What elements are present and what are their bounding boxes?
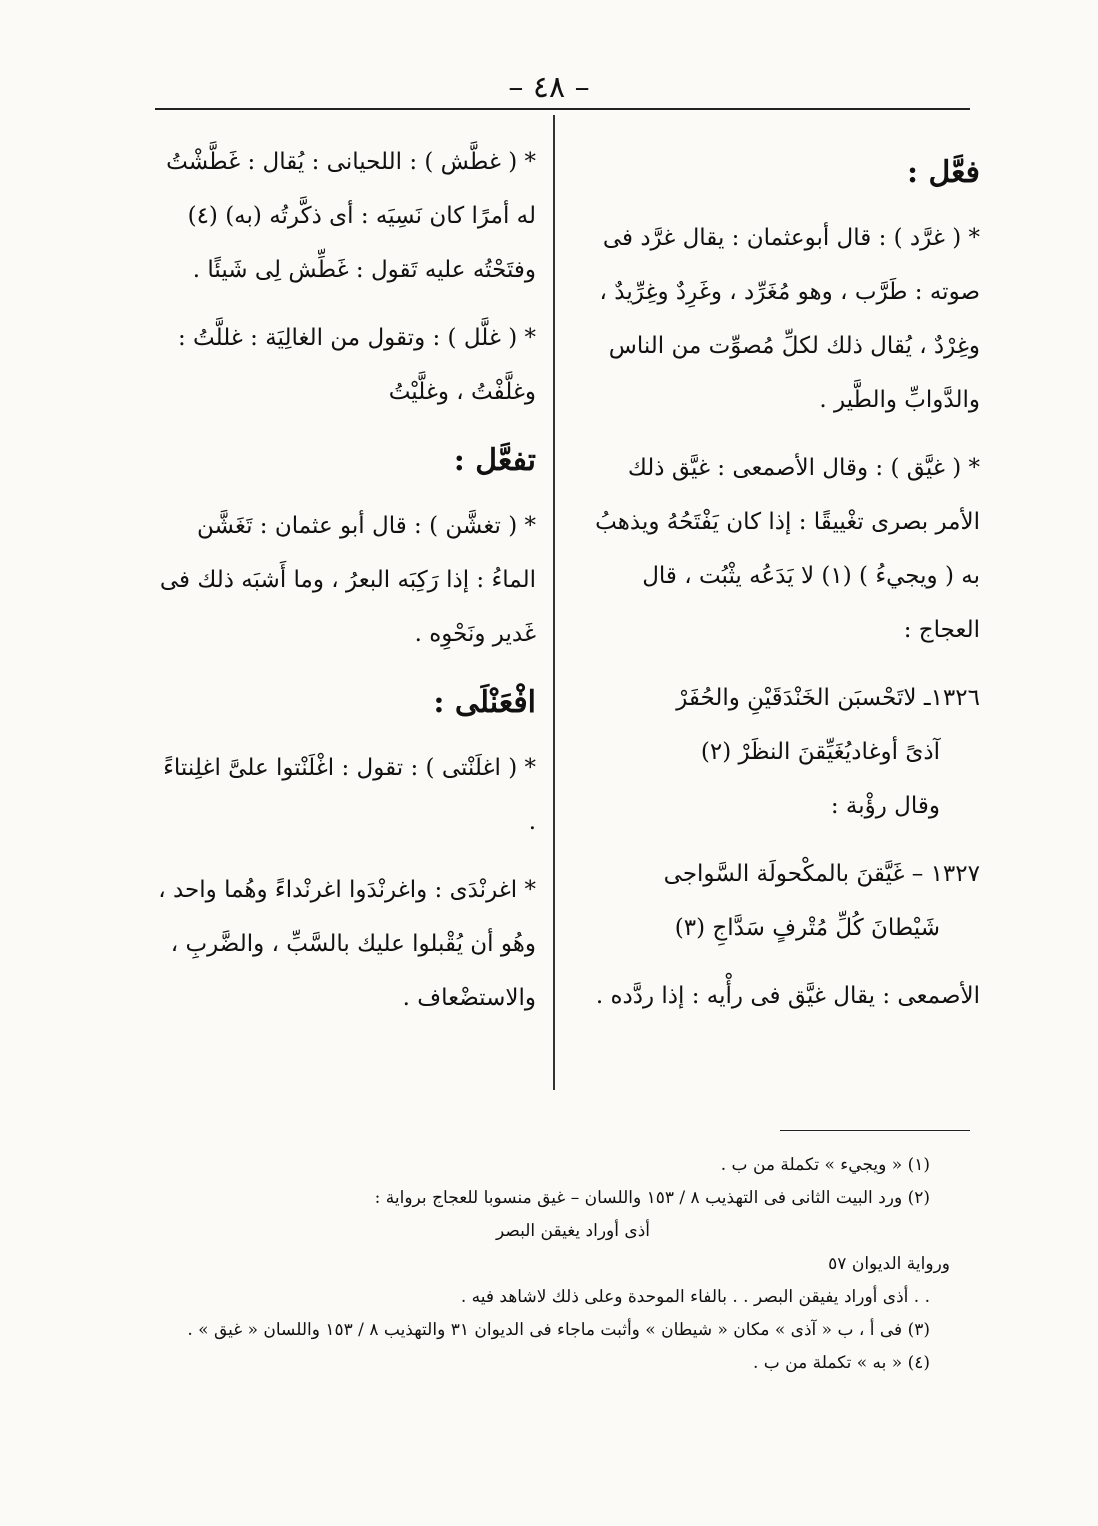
entry-ighlanta: * ( اغلَنْتى ) : تقول : اغْلَنْتوا علىَّ اغلِنتاءً . (163, 755, 536, 835)
ruba-intro: وقال رؤْبة : (830, 793, 940, 819)
right-column (580, 135, 980, 1037)
verse-1326-first-hemistich: ١٣٢٦ـ لاتَحْسبَن الخَنْدَقَيْنِ والحُفَرْ (676, 685, 980, 711)
section-heading-faaal: فعَّل : (906, 155, 980, 190)
verse-1326-second-hemistich: آذىً أوغاديُغَيِّقنَ النظَرْ (٢) (700, 739, 940, 765)
entry-ghayyaq: * ( غيَّق ) : وقال الأصمعى : غيَّق ذلك الأمر بصرى تغْييقًا : إذا كان يَفْتَحُهُ ويذهبُ به ( ويجيءُ ) (١) لا يَدَعُه يثْبُت ، قال العجاج : (595, 455, 980, 643)
footnote-3: (٣) فى أ ، ب « آذى » مكان « شيطان » وأثبت ماجاء فى الديوان ٣١ والتهذيب ٨ / ١٥٣ واللسان « غيق » . (187, 1320, 930, 1340)
entry-ighranda: * اغرنْدَى : واغرنْدَوا اغرنْداءً وهُما واحد ، وهُو أن يُقْبلوا عليك بالسَّبِّ ، والضَّربِ ، والاستضْعاف . (158, 877, 536, 1011)
page-number: – ٤٨ – (508, 70, 590, 105)
header-rule (155, 108, 970, 110)
verse-1326 (580, 671, 980, 779)
column-divider (553, 115, 555, 1090)
footnote-2: (٢) ورد البيت الثانى فى التهذيب ٨ / ١٥٣ واللسان – غيق منسوبا للعجاج برواية : (374, 1188, 930, 1208)
section-heading-tafaal: تفعَّل : (453, 443, 536, 478)
entry-ghattash: * ( غطَّش ) : اللحيانى : يُقال : غَطَّشْتُ له أمرًا كان نَسِيَه : أى ذكَّرتُه (به) (٤) وفتَحْتُه عليه تَقول : غَطِّش لِى شَيئًا . (166, 149, 536, 283)
entry-taghashshan: * ( تغشَّن ) : قال أبو عثمان : تَغَشَّن الماءُ : إذا رَكِبَه البعرُ ، وما أَشبَه ذلك فى غَدير ونَحْوِه . (159, 513, 536, 647)
footnote-2-diwan-text: . . أذى أوراد يفيقن البصر . . بالفاء الموحدة وعلى ذلك لاشاهد فيه . (460, 1287, 930, 1307)
verse-1327 (580, 847, 980, 955)
entry-gharrad: * ( غرَّد ) : قال أبوعثمان : يقال غرَّد فى صوته : طَرَّب ، وهو مُغَرِّد ، وغَرِدٌ وغِرِّيدٌ ، وغِرْدٌ ، يُقال ذلك لكلِّ مُصوِّت من الناس والدَّوابِّ والطَّير . (599, 225, 980, 413)
entry-asmai-closing: الأصمعى : يقال غيَّق فى رأْيه : إذا ردَّده . (595, 983, 980, 1009)
verse-1327-first-hemistich: ١٣٢٧ – غَيَّقنَ بالمكْحولَة السَّواجى (663, 861, 980, 887)
footnote-4: (٤) « به » تكملة من ب . (752, 1353, 930, 1373)
section-heading-ifanla: افْعَنْلَى : (433, 685, 536, 720)
left-column (158, 135, 536, 1039)
entry-ghallal: * ( غلَّل ) : وتقول من الغالِيَة : غللَّتُ : وغلَّفْتُ ، وغلَّيْتُ (177, 325, 536, 405)
footnote-2-verse: أذى أوراد يغيقن البصر (495, 1221, 650, 1241)
footnote-1: (١) « ويجيء » تكملة من ب . (720, 1155, 930, 1175)
footnotes (110, 1150, 950, 1381)
footnote-rule (780, 1130, 970, 1131)
verse-1327-second-hemistich: شَيْطانَ كُلِّ مُتْرفٍ سَدَّاجِ (٣) (674, 915, 940, 941)
footnote-2-diwan: ورواية الديوان ٥٧ (828, 1254, 950, 1274)
